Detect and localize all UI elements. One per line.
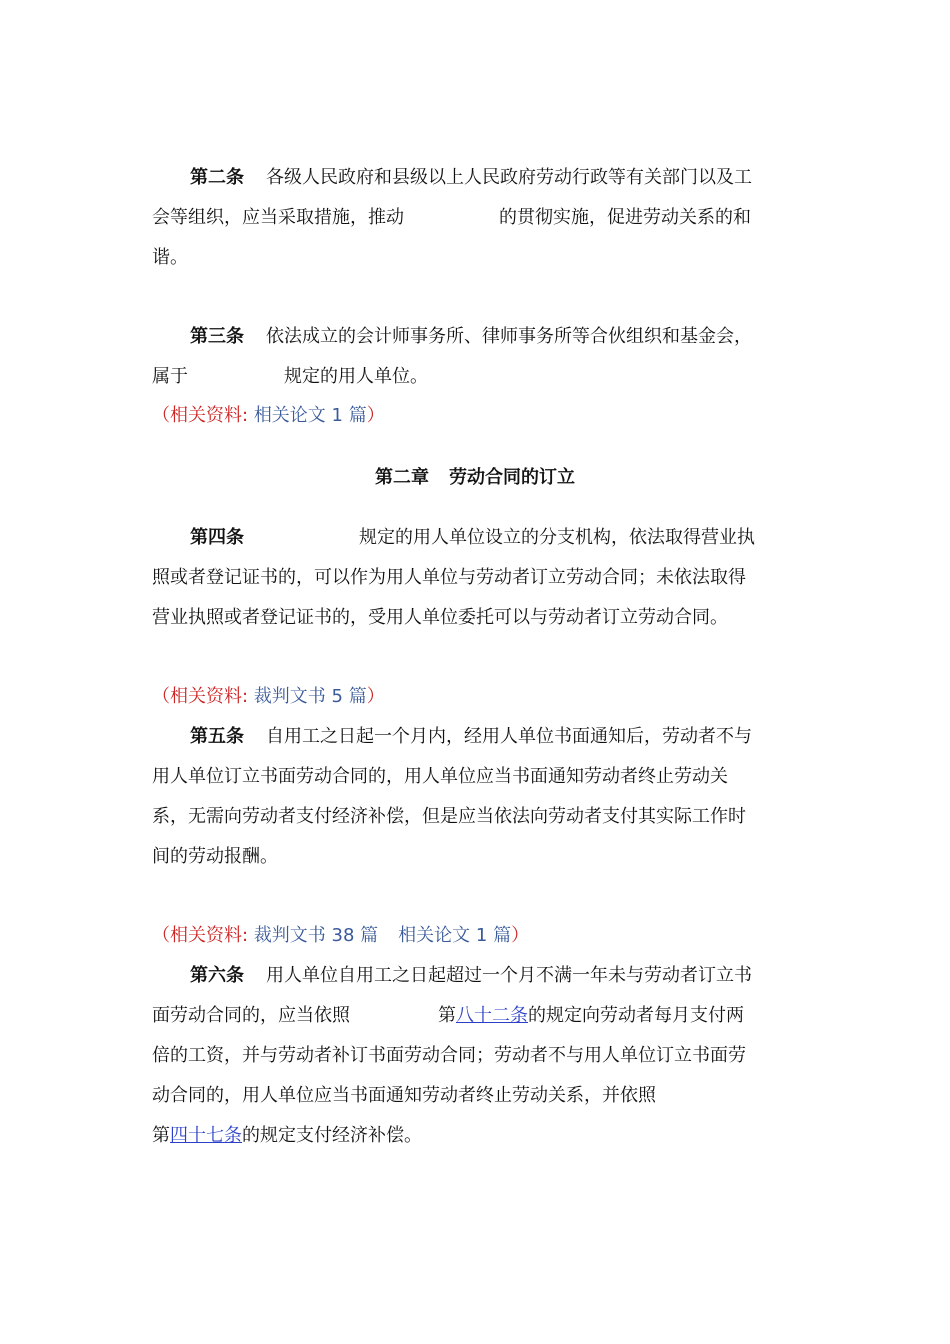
article-82-link[interactable]: 八十二条 — [456, 1005, 528, 1026]
article-3-line-2 — [152, 365, 428, 389]
article-6-line-3 — [152, 1044, 746, 1068]
article-6-text-5a: 第 — [152, 1125, 170, 1146]
article-2-text-2a: 会等组织，应当采取措施，推动 — [152, 207, 404, 228]
article-2-line-3 — [152, 246, 188, 270]
article-3-text-2b: 规定的用人单位。 — [284, 366, 428, 387]
article-3-text-2a: 属于 — [152, 366, 188, 387]
related-papers-link[interactable]: 相关论文 1 篇 — [253, 405, 367, 426]
article-6-line-4 — [152, 1084, 656, 1108]
chapter-heading — [0, 466, 950, 490]
article-5-line-1 — [190, 725, 752, 749]
article-5-text-2: 用人单位订立书面劳动合同的，用人单位应当书面通知劳动者终止劳动关 — [152, 766, 728, 787]
article-4-text-2: 照或者登记证书的，可以作为用人单位与劳动者订立劳动合同；未依法取得 — [152, 567, 746, 588]
article-5-line-3 — [152, 805, 746, 829]
article-2-line-2 — [152, 206, 751, 230]
ref-open: （相关资料: — [152, 686, 249, 707]
article-2-text-1: 各级人民政府和县级以上人民政府劳动行政等有关部门以及工 — [266, 167, 752, 188]
article-5-text-4: 间的劳动报酬。 — [152, 846, 278, 867]
article-4-text-1: 规定的用人单位设立的分支机构，依法取得营业执 — [359, 527, 755, 548]
article-5-related-materials — [152, 924, 529, 948]
article-4-related-materials — [152, 685, 385, 709]
article-6-text-2b: 第 — [438, 1005, 456, 1026]
article-6-number: 第六条 — [190, 965, 244, 986]
related-papers-link[interactable]: 相关论文 1 篇 — [398, 925, 512, 946]
article-5-text-3: 系，无需向劳动者支付经济补偿，但是应当依法向劳动者支付其实际工作时 — [152, 806, 746, 827]
article-4-number: 第四条 — [190, 527, 244, 548]
article-4-line-1 — [190, 526, 755, 550]
article-5-line-2 — [152, 765, 728, 789]
article-6-line-1 — [190, 964, 752, 988]
article-4-text-3: 营业执照或者登记证书的，受用人单位委托可以与劳动者订立劳动合同。 — [152, 607, 728, 628]
article-2-line-1 — [190, 166, 752, 190]
article-5-number: 第五条 — [190, 726, 244, 747]
article-47-link[interactable]: 四十七条 — [170, 1125, 242, 1146]
article-6-line-5 — [152, 1124, 422, 1148]
article-3-related-materials — [152, 404, 385, 428]
article-2-text-2b: 的贯彻实施，促进劳动关系的和 — [499, 207, 751, 228]
article-6-text-2a: 面劳动合同的，应当依照 — [152, 1005, 350, 1026]
article-6-text-4: 动合同的，用人单位应当书面通知劳动者终止劳动关系，并依照 — [152, 1085, 656, 1106]
article-6-text-2c: 的规定向劳动者每月支付两 — [528, 1005, 744, 1026]
court-documents-link[interactable]: 裁判文书 38 篇 — [253, 925, 379, 946]
ref-open: （相关资料: — [152, 925, 249, 946]
article-4-line-3 — [152, 606, 728, 630]
court-documents-link[interactable]: 裁判文书 5 篇 — [253, 686, 367, 707]
article-6-text-3: 倍的工资，并与劳动者补订书面劳动合同；劳动者不与用人单位订立书面劳 — [152, 1045, 746, 1066]
ref-close: ） — [511, 925, 530, 946]
article-5-line-4 — [152, 845, 278, 869]
article-6-text-5b: 的规定支付经济补偿。 — [242, 1125, 422, 1146]
article-4-line-2 — [152, 566, 746, 590]
article-5-text-1: 自用工之日起一个月内，经用人单位书面通知后，劳动者不与 — [266, 726, 752, 747]
article-2-text-3: 谐。 — [152, 247, 188, 268]
ref-close: ） — [366, 405, 385, 426]
ref-open: （相关资料: — [152, 405, 249, 426]
ref-close: ） — [366, 686, 385, 707]
article-6-text-1: 用人单位自用工之日起超过一个月不满一年未与劳动者订立书 — [266, 965, 752, 986]
chapter-title: 劳动合同的订立 — [449, 467, 575, 488]
article-3-line-1 — [190, 325, 752, 349]
chapter-label: 第二章 — [375, 467, 429, 488]
article-2-number: 第二条 — [190, 167, 244, 188]
article-6-line-2 — [152, 1004, 744, 1028]
article-3-text-1: 依法成立的会计师事务所、律师事务所等合伙组织和基金会， — [266, 326, 752, 347]
article-3-number: 第三条 — [190, 326, 244, 347]
